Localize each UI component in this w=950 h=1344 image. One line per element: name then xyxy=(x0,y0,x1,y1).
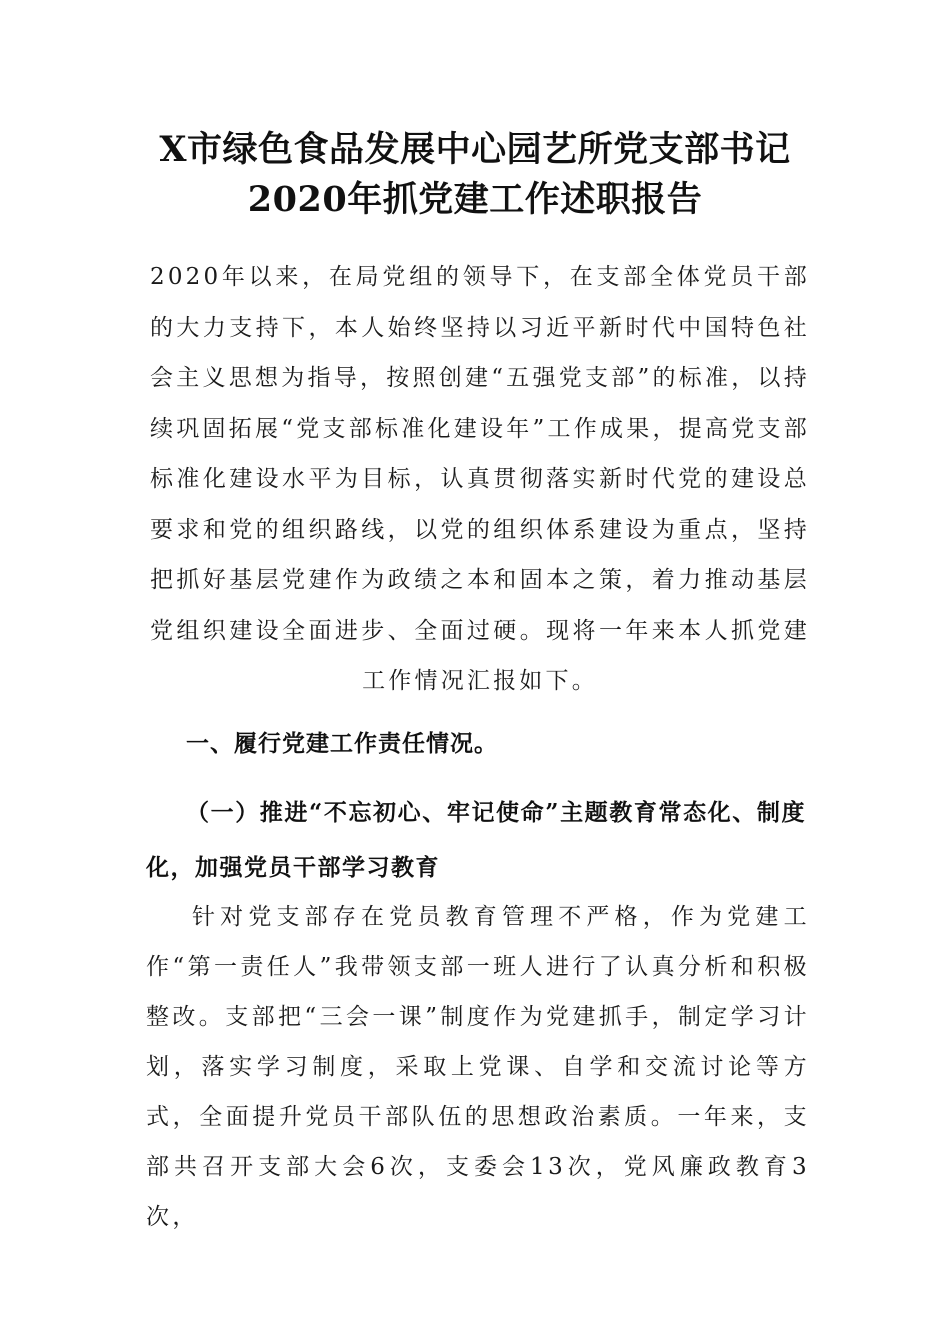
subsection-heading: （一）推进“不忘初心、牢记使命”主题教育常态化、制度化，加强党员干部学习教育 xyxy=(146,799,806,881)
intro-paragraph: 2020年以来，在局党组的领导下，在支部全体党员干部的大力支持下，本人始终坚持以习近平新时代中国特色社会主义思想为指导，按照创建“五强党支部”的标准，以持续巩固拓展“党支部标准化建设年”工作成果，提高党支部标准化建设水平为目标，认真贯彻落实新时代党的建设总要求和党的组织路线，以党的组织体系建设为重点，坚持把抓好基层党建作为政绩之本和固本之策，着力推动基层党组织建设全面进步、全面过硬。现将一年来本人抓党建工作情况汇报如下。 xyxy=(150,264,810,694)
section-heading: 一、履行党建工作责任情况。 xyxy=(186,731,498,757)
body-paragraph: 针对党支部存在党员教育管理不严格，作为党建工作“第一责任人”我带领支部一班人进行了认真分析和积极整改。支部把“三会一课”制度作为党建抓手，制定学习计划，落实学习制度，采取上党课、自学和交流讨论等方式，全面提升党员干部队伍的思想政治素质。一年来，支部共召开支部大会6次，支委会13次，党风廉政教育3次， xyxy=(146,904,810,1230)
document-title-line-1: X市绿色食品发展中心园艺所党支部书记 xyxy=(159,129,791,170)
document-title-line-2: 2020年抓党建工作述职报告 xyxy=(247,179,703,220)
